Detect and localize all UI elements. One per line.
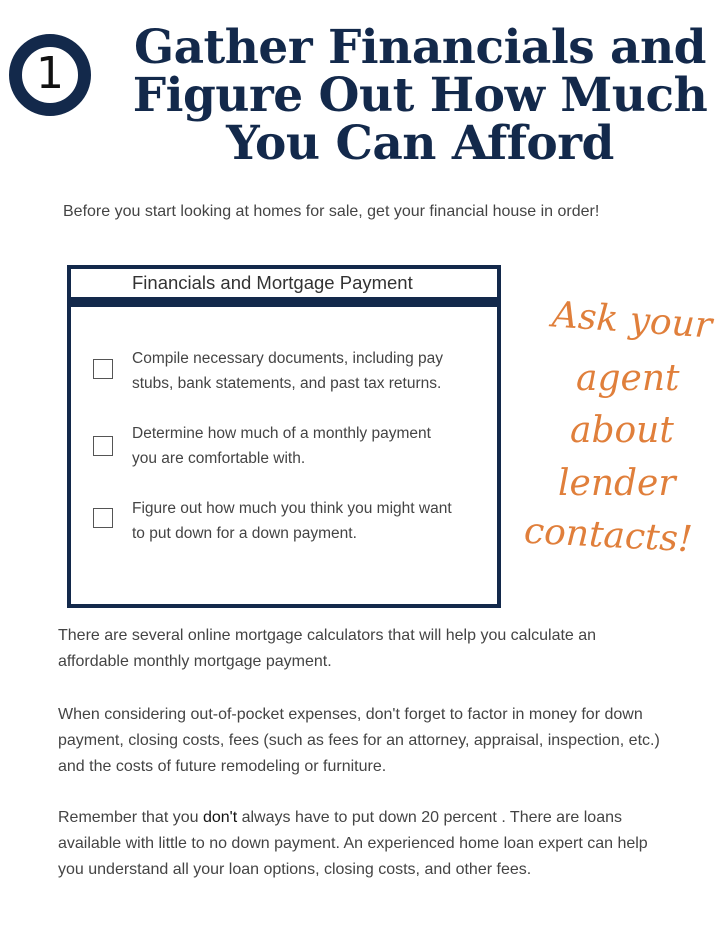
paragraph-down-payment	[58, 805, 718, 883]
paragraph-line: and the costs of future remodeling or furniture.	[58, 758, 387, 775]
checklist-item-line: Figure out how much you think you might want	[132, 500, 452, 517]
paragraph-line: There are several online mortgage calculators that will help you calculate an	[58, 627, 597, 644]
paragraph-line: you understand all your loan options, closing costs, and other fees.	[58, 861, 532, 878]
checkbox[interactable]	[93, 436, 113, 456]
intro-text: Before you start looking at homes for sale, get your financial house in order!	[63, 203, 600, 220]
checklist-item-text	[132, 346, 494, 396]
title-line: Figure Out How Much	[132, 68, 708, 123]
checklist-item-line: Compile necessary documents, including pay	[132, 350, 444, 367]
checklist-box	[67, 265, 501, 608]
title-line: Gather Financials and	[133, 20, 707, 75]
note-line: lender	[558, 463, 676, 504]
checkbox[interactable]	[93, 508, 113, 528]
note-line: agent	[576, 358, 680, 399]
emphasis-text: don't	[202, 809, 238, 826]
checkbox[interactable]	[93, 359, 113, 379]
paragraph-expenses	[58, 702, 718, 780]
checklist-item-text	[132, 421, 494, 471]
paragraph-line: When considering out-of-pocket expenses, don't forget to factor in money for down	[58, 706, 643, 723]
note-line: Ask your	[550, 294, 714, 347]
checklist-item-line: stubs, bank statements, and past tax returns.	[132, 375, 442, 392]
note-line: contacts!	[523, 510, 694, 561]
checklist-item-text	[132, 496, 494, 546]
checklist-item-line: you are comfortable with.	[132, 450, 306, 467]
step-number-badge	[9, 34, 91, 116]
page-title	[120, 20, 719, 171]
note-line: about	[570, 410, 674, 451]
paragraph-line: payment, closing costs, fees (such as fees for an attorney, appraisal, inspection, etc.)	[58, 732, 660, 749]
paragraph-text: Remember that you	[58, 809, 203, 826]
step-number: 1	[36, 48, 64, 99]
paragraph-line: affordable monthly mortgage payment.	[58, 653, 332, 670]
checklist-title: Financials and Mortgage Payment	[71, 269, 497, 307]
paragraph-calculators	[58, 623, 718, 675]
paragraph-line: available with little to no down payment. An experienced home loan expert can help	[58, 835, 648, 852]
title-line: You Can Afford	[226, 116, 614, 171]
checklist-item-line: to put down for a down payment.	[132, 525, 357, 542]
checklist-item-line: Determine how much of a monthly payment	[132, 425, 431, 442]
paragraph-text: always have to put down 20 percent . There are loans	[237, 809, 622, 826]
paragraph-line	[58, 805, 718, 831]
